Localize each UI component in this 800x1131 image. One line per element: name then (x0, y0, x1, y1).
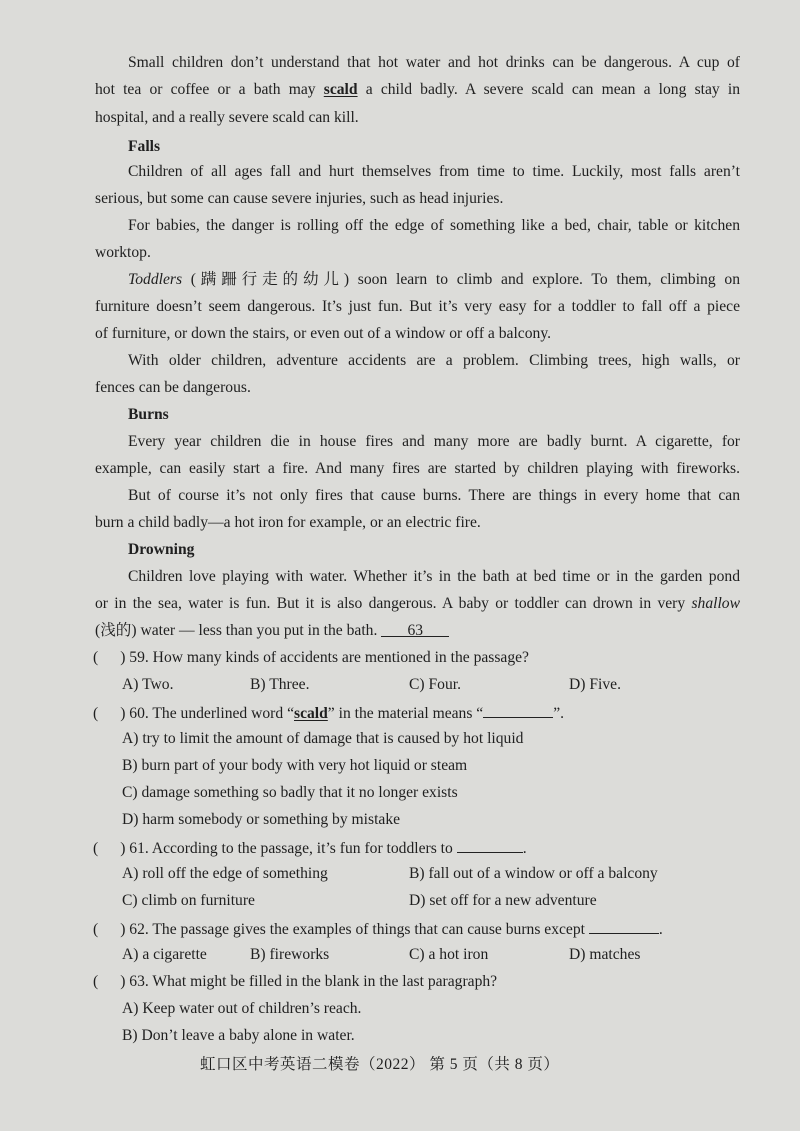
q61-option-c: C) climb on furniture (122, 892, 255, 909)
falls-heading: Falls (128, 138, 161, 155)
q61-option-d: D) set off for a new adventure (409, 892, 597, 909)
question-text: . (658, 921, 663, 938)
question-text: ) 61. According to the passage, it’s fun for toddlers to (120, 840, 453, 857)
text: hot tea or coffee or a bath may (95, 81, 324, 98)
q59-option-b: B) Three. (250, 676, 310, 693)
intro-line-1 (95, 53, 740, 73)
answer-paren[interactable]: ( (93, 973, 99, 990)
falls-p3-line-2 (95, 297, 740, 317)
question-60 (93, 702, 564, 724)
q59-option-a: A) Two. (122, 676, 174, 693)
question-text: ) 59. How many kinds of accidents are mentioned in the passage? (120, 649, 529, 666)
q63-option-b: B) Don’t leave a baby alone in water. (122, 1027, 355, 1044)
text: Small children don’t understand that hot water and hot drinks can be dangerous. A cup of (128, 54, 740, 71)
answer-paren[interactable]: ( (93, 840, 99, 857)
text: For babies, the danger is rolling off the edge of something like a bed, chair, table or kitchen (128, 217, 740, 234)
question-text: ) 60. The underlined word “ (120, 705, 294, 722)
q60-option-c: C) damage something so badly that it no longer exists (122, 784, 458, 801)
text: example, can easily start a fire. And many fires are started by children playing with fireworks. (95, 460, 740, 477)
question-text: ”. (553, 705, 565, 722)
text: or in the sea, water is fun. But it is also dangerous. A baby or toddler can drown in very (95, 595, 692, 612)
text: a child badly. A severe scald can mean a long stay in (357, 81, 740, 98)
q62-option-b: B) fireworks (250, 946, 330, 963)
q60-option-b: B) burn part of your body with very hot liquid or steam (122, 757, 468, 774)
drowning-line-1 (95, 567, 740, 587)
question-text: . (522, 840, 527, 857)
drowning-heading: Drowning (128, 541, 195, 558)
q60-option-d: D) harm somebody or something by mistake (122, 811, 401, 828)
drowning-line-3 (95, 621, 449, 641)
text: (浅的) water — less than you put in the bath. (95, 622, 378, 639)
shallow-word: shallow (691, 595, 740, 612)
scald-word: scald (323, 81, 358, 98)
intro-line-3: hospital, and a really severe scald can kill. (95, 109, 359, 126)
q61-option-a: A) roll off the edge of something (122, 865, 328, 882)
scald-word: scald (294, 705, 328, 722)
question-61 (93, 837, 527, 859)
falls-p4-line-1 (95, 351, 740, 371)
burns-heading: Burns (128, 406, 169, 423)
text: Children love playing with water. Whether it’s in the bath at bed time or in the garden pond (128, 568, 740, 585)
answer-paren[interactable]: ( (93, 921, 99, 938)
q61-option-b: B) fall out of a window or off a balcony (409, 865, 658, 882)
burns-p1-line-1 (95, 432, 740, 452)
q60-option-a: A) try to limit the amount of damage that is caused by hot liquid (122, 730, 524, 747)
answer-blank[interactable] (483, 702, 553, 718)
falls-p3-line-3: of furniture, or down the stairs, or even out of a window or off a balcony. (95, 325, 551, 342)
burns-p2-line-2: burn a child badly—a hot iron for example, or an electric fire. (95, 514, 481, 531)
text: Children of all ages fall and hurt themselves from time to time. Luckily, most falls aren’t (128, 163, 740, 180)
toddlers-word: Toddlers (128, 271, 183, 288)
answer-paren[interactable]: ( (93, 705, 99, 722)
falls-p4-line-2: fences can be dangerous. (95, 379, 251, 396)
text: (蹒跚行走的幼儿) soon learn to climb and explore. To them, climbing on (182, 271, 740, 288)
falls-p3-line-1 (95, 270, 740, 290)
q62-option-c: C) a hot iron (409, 946, 489, 963)
page-footer: 虹口区中考英语二模卷（2022） 第 5 页（共 8 页） (200, 1056, 560, 1073)
q63-option-a: A) Keep water out of children’s reach. (122, 1000, 362, 1017)
question-62 (93, 918, 663, 940)
answer-blank[interactable] (589, 918, 659, 934)
q59-option-c: C) Four. (409, 676, 461, 693)
falls-p2-line-1 (95, 216, 740, 236)
answer-blank[interactable] (457, 837, 523, 853)
blank-63 (381, 621, 449, 637)
question-59 (93, 648, 529, 668)
answer-paren[interactable]: ( (93, 649, 99, 666)
text: But of course it’s not only fires that cause burns. There are things in every home that can (128, 487, 740, 504)
text: furniture doesn’t seem dangerous. It’s just fun. But it’s very easy for a toddler to fall off a piece (95, 298, 740, 315)
q62-option-a: A) a cigarette (122, 946, 207, 963)
falls-p1-line-2: serious, but some can cause severe injuries, such as head injuries. (95, 190, 504, 207)
q62-option-d: D) matches (569, 946, 641, 963)
blank-number: 63 (407, 622, 424, 639)
falls-p2-line-2: worktop. (95, 244, 151, 261)
question-text: ” in the material means “ (327, 705, 484, 722)
burns-p2-line-1 (95, 486, 740, 506)
falls-p1-line-1 (95, 162, 740, 182)
burns-p1-line-2 (95, 459, 740, 479)
drowning-line-2 (95, 594, 740, 614)
question-63 (93, 972, 497, 992)
intro-line-2 (95, 80, 740, 100)
q59-option-d: D) Five. (569, 676, 621, 693)
text: Every year children die in house fires and many more are badly burnt. A cigarette, for (128, 433, 740, 450)
text: With older children, adventure accidents are a problem. Climbing trees, high walls, or (128, 352, 740, 369)
question-text: ) 63. What might be filled in the blank in the last paragraph? (120, 973, 498, 990)
question-text: ) 62. The passage gives the examples of things that can cause burns except (120, 921, 585, 938)
